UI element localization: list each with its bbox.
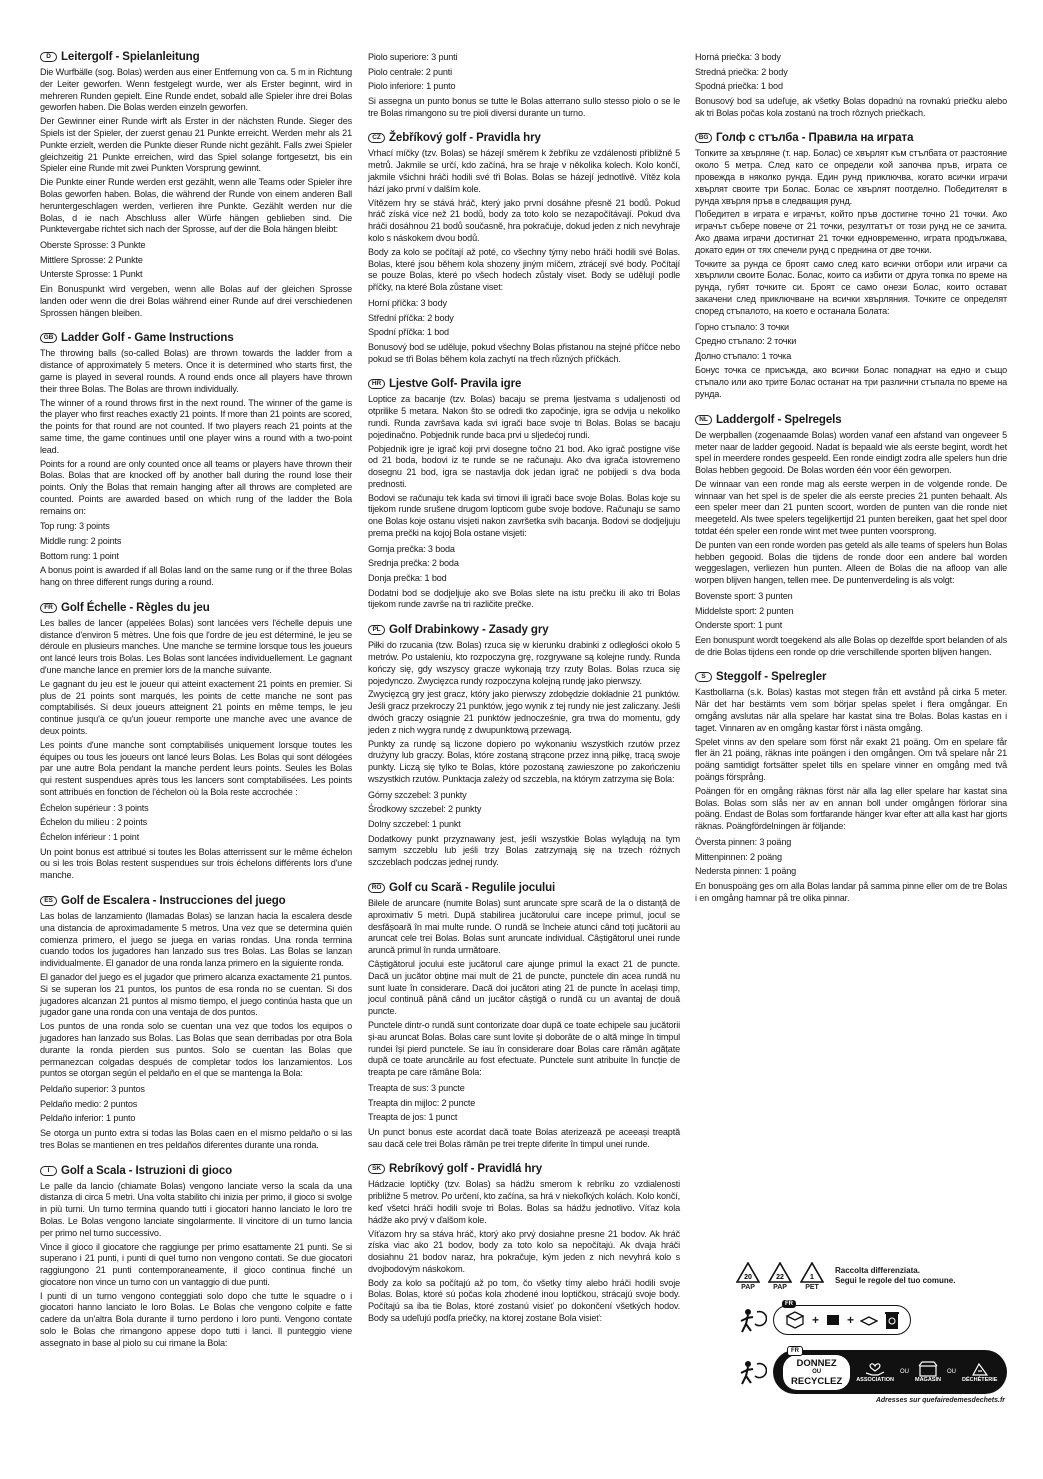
section-heading — [40, 601, 352, 615]
bonus-paragraph: Dodatni bod se dodjeljuje ako sve Bolas slete na istu prečku ili ako tri Bolas tijekom runde završe na tri različite prečke. — [368, 587, 680, 610]
section-heading — [695, 131, 1007, 145]
instruction-section — [368, 881, 680, 1150]
triman-sorting-row — [735, 1301, 1015, 1336]
language-badge: SK — [368, 1164, 385, 1174]
recycle-code-2: 22 PAP — [767, 1262, 793, 1292]
packaging-icon — [784, 1311, 806, 1329]
points-line: Middelste sport: 2 punten — [695, 605, 794, 616]
points-line: Střední příčka: 2 body — [368, 312, 454, 323]
bonus-paragraph: Een bonuspunt wordt toegekend als alle Bolas op dezelfde sport belanden of als de drie Bolas tijdens een ronde op drie verschillende sporten blijven hangen. — [695, 634, 1007, 657]
points-line: Horní příčka: 3 body — [368, 297, 447, 308]
language-badge: HR — [368, 379, 385, 389]
points-line: Środkowy szczebel: 2 punkty — [368, 804, 482, 815]
bonus-paragraph: Бонус точка се присъжда, ако всички Болас попаднат на едно и също стъпало или ако трите Болас останат на три различни стъпала по време на рунда. — [695, 365, 1007, 399]
points-line: Treapta din mijloc: 2 puncte — [368, 1097, 476, 1108]
paragraph: El ganador del juego es el jugador que primero alcanza exactamente 21 puntos. Si se superan los 21 puntos, los puntos de esa ronda no se cuentan. Si dos jugadores alcanzan 21 puntos al mismo tiempo, el juego continúa hasta que un jugador gane una ronda con una ventaja de dos puntos. — [40, 971, 352, 1018]
paragraph: Le gagnant du jeu est le joueur qui atteint exactement 21 points en premier. Si plus de 21 points sont marqués, les points de cette manche ne sont pas comptabilisés. Si deux joueurs atteignent 21 points en même temps, le jeu continue jusqu'à ce qu'un joueur remporte une manche avec une avance de deux points. — [40, 678, 352, 737]
store-icon — [917, 1361, 939, 1377]
language-badge: BG — [695, 133, 712, 143]
points-line: Peldaño superior: 3 puntos — [40, 1084, 145, 1095]
section-title: Golf a Scala - Istruzioni di gioco — [61, 1164, 233, 1177]
recycle-triangle-icon — [736, 1262, 760, 1284]
points-line: Échelon supérieur : 3 points — [40, 802, 149, 813]
column-1 — [40, 50, 352, 1362]
paragraph: The throwing balls (so-called Bolas) are thrown towards the ladder from a distance of approximately 5 meters. Once it is determined who starts first, the game is played in several rounds. A round ends once all players have thrown their three Bolas. The Bolas are thrown individually. — [40, 348, 352, 394]
instruction-section — [368, 1162, 680, 1325]
paragraph: De punten van een ronde worden pas geteld als alle teams of spelers hun Bolas hebben gegooid. Bolas die tijdens de ronde door een andere bal worden weggeslagen, verliezen hun punten. Alleen de Bolas die na afloop van alle worpen blijven hangen, tellen mee. De puntenverdeling is als volgt: — [695, 539, 1007, 586]
points-line: Échelon inférieur : 1 point — [40, 832, 140, 842]
points-line: Onderste sport: 1 punt — [695, 620, 783, 631]
instruction-section — [695, 413, 1007, 659]
section-title: Голф с стълба - Правила на играта — [716, 132, 914, 145]
bonus-paragraph: Un punct bonus este acordat dacă toate Bolas aterizează pe aceeași treaptă sau dacă cele trei Bolas rămân pe trei trepte diferite în timpul unei runde. — [368, 1126, 680, 1149]
recycling-center-icon — [969, 1361, 991, 1377]
points-line: Piolo centrale: 2 punti — [368, 66, 453, 77]
section-title: Golf cu Scară - Regulile jocului — [389, 881, 556, 894]
points-line: Piolo superiore: 3 punti — [368, 52, 458, 62]
paragraph: Loptice za bacanje (tzv. Bolas) bacaju se prema ljestvama s udaljenosti od otprilike 5 metara. Nakon što se odredi tko započinje, igra se odvija u nekoliko rundi. Runda završava kada svi igrači bace svoje tri Bolas. Bolas se bacaju pojedinačno. Pobjednik runde baca prvi u sljedećoj rundi. — [368, 394, 680, 440]
points-line: Bovenste sport: 3 punten — [695, 591, 793, 602]
section-title: Leitergolf - Spielanleitung — [61, 51, 200, 63]
donnez-recyclez-label: DONNEZ OU RECYCLEZ — [783, 1355, 850, 1390]
paragraph: I punti di un turno vengono conteggiati solo dopo che tutte le squadre o i giocatori hanno lanciato le loro Bolas. Le Bolas che vengono colpite e fatte cadere da un'altra Bola durante il turno perdono i loro punti. Vengono contate solo le Bolas che rimangono appese dopo tutti i lanci. Il punteggio viene assegnato in base al piolo su cui rimane la Bola: — [40, 1290, 352, 1348]
section-title: Rebríkový golf - Pravidlá hry — [389, 1163, 543, 1176]
section-heading — [368, 1162, 680, 1176]
section-title: Laddergolf - Spelregels — [716, 413, 842, 426]
points-line: Oberste Sprosse: 3 Punkte — [40, 240, 146, 251]
paragraph: Точките за рунда се броят само след като всички отбори или играчи са хвърлили своите Болас. Болас, които са избити от друга топка по време на рунда, губят точките си. Броят се само онези Болас, които остават закачени след приключване на всички хвърляния. Точките се определят според стъпалото, на което е останала Болата: — [695, 258, 1007, 316]
language-badge: CZ — [368, 133, 385, 143]
bonus-paragraph: Ein Bonuspunkt wird vergeben, wenn alle Bolas auf der gleichen Sprosse landen oder wenn die drei Bolas während einer Runde auf drei verschiedenen Sprossen hängen bleiben. — [40, 283, 352, 318]
triman-icon — [735, 1304, 767, 1336]
points-line: Mittenpinnen: 2 poäng — [695, 851, 782, 862]
points-line: Unterste Sprosse: 1 Punkt — [40, 269, 143, 280]
bonus-paragraph: Si assegna un punto bonus se tutte le Bolas atterrano sullo stesso piolo o se le tre Bolas rimangono su tre pioli diversi durante un turno. — [368, 95, 680, 118]
points-line: Top rung: 3 points — [40, 521, 110, 532]
section-title: Golf de Escalera - Instrucciones del juego — [61, 894, 286, 907]
paragraph: Les points d'une manche sont comptabilisés uniquement lorsque toutes les équipes ou tous les joueurs ont lancé leurs Bolas. Les Bolas qui sont délogées par une autre Bola pendant la manche perdent leurs points. Seules les Bolas qui restent suspendues après tous les lancers sont comptabilisées. Les points sont attribués en fonction de l'échelon où la Bola reste accrochée : — [40, 739, 352, 798]
recycle-code-3: 1 PET — [799, 1262, 825, 1292]
magasin-destination: MAGASIN — [915, 1361, 941, 1383]
points-line: Stredná priečka: 2 body — [695, 66, 788, 77]
sorting-pill: FR + + — [773, 1305, 911, 1335]
section-title: Žebříkový golf - Pravidla hry — [389, 132, 541, 145]
points-line: Översta pinnen: 3 poäng — [695, 837, 792, 847]
plus-icon: + — [812, 1313, 820, 1327]
section-heading — [695, 670, 1007, 684]
section-title: Steggolf - Spelregler — [716, 671, 827, 684]
language-badge: D — [40, 52, 57, 62]
points-line: Bottom rung: 1 point — [40, 550, 119, 561]
section-heading — [368, 623, 680, 637]
points-line: Górny szczebel: 3 punkty — [368, 789, 467, 800]
triman-icon — [735, 1356, 767, 1388]
language-badge: NL — [695, 415, 712, 425]
language-badge: S — [695, 672, 712, 682]
paragraph: Kastbollarna (s.k. Bolas) kastas mot stegen från ett avstånd på cirka 5 meter. När det har bestämts vem som börjar spelas spelet i flera omgångar. En omgång avslutas när alla spelare har kastat sina tre Bolas. Bolas kastas en i taget. Vinnaren av en omgång kastar först i nästa omgång. — [695, 687, 1007, 733]
section-title: Golf Drabinkowy - Zasady gry — [389, 624, 549, 637]
points-line: Échelon du milieu : 2 points — [40, 817, 148, 828]
points-line: Горно стъпало: 3 точки — [695, 321, 789, 332]
points-line: Nedersta pinnen: 1 poäng — [695, 866, 797, 877]
paragraph: Der Gewinner einer Runde wirft als Erster in der nächsten Runde. Sieger des Spiels ist der Spieler, der zuerst genau 21 Punkte erreicht. Werden mehr als 21 Punkte erzielt, werden die Punkte dieser Runde nicht gezählt. Falls zwei Spieler gleichzeitig 21 Punkte erreichen, wird das Spiel solange fortgesetzt, bis ein Spieler eine Runde mit zwei Punkten Vorsprung gewinnt. — [40, 116, 352, 174]
points-line: Dolny szczebel: 1 punkt — [368, 819, 461, 829]
language-badge: GB — [40, 333, 57, 343]
paragraph: Points for a round are only counted once all teams or players have thrown their Bolas. Bolas that are knocked off by another ball during the round lose their points. Only the Bolas that remain hanging after all throws are completed are counted. Points are awarded based on which rung of the ladder the Bola remains on: — [40, 458, 352, 516]
paragraph: Победител в играта е играчът, който пръв достигне точно 21 точки. Ако играчът събере повече от 21 точки, резултатът от този рунд не се зачита. Ако двама играчи достигнат 21 точки едновременно, играта продължава, докато един от тях спечели рунд с преднина от две точки. — [695, 209, 1007, 255]
recycle-triangle-icon — [768, 1262, 792, 1284]
language-badge: I — [40, 1166, 57, 1176]
section-heading — [40, 50, 352, 64]
section-title: Ljestve Golf- Pravila igre — [389, 378, 522, 391]
paragraph: Punctele dintr-o rundă sunt contorizate doar după ce toate echipele sau jucătorii și-au aruncat Bolas. Bolas care sunt lovite și doborâte de o altă minge în timpul rundei își pierd punctele. Se iau în considerare doar Bolas care rămân agățate după ce toate aruncările au fost efectuate. Punctele sunt atribuite în funcție de treapta pe care rămâne Bola: — [368, 1019, 680, 1078]
column-3 — [695, 50, 1007, 916]
points-line: Treapta de sus: 3 puncte — [368, 1082, 465, 1093]
section-heading — [40, 894, 352, 908]
bonus-paragraph: En bonuspoäng ges om alla Bolas landar på samma pinne eller om de tre Bolas i en omgång hamnar på tre olika pinnar. — [695, 880, 1007, 903]
language-badge: PL — [368, 625, 385, 635]
points-line: Middle rung: 2 points — [40, 536, 122, 547]
paragraph: The winner of a round throws first in the next round. The winner of the game is the player who first reaches exactly 21 points. If more than 21 points are scored, the points for that round are not counted. If two players reach 21 points at the same time, the game continues until one player wins a round with a two-point lead. — [40, 397, 352, 455]
instruction-section — [40, 331, 352, 589]
paragraph: Las bolas de lanzamiento (llamadas Bolas) se lanzan hacia la escalera desde una distancia de aproximadamente 5 metros. Una vez que se determina quién comienza primero, el juego se juega en varias rondas. Una ronda termina cuando todos los jugadores han lanzado sus tres Bolas. Las Bolas se lanzan individualmente. El ganador de una ronda lanza primero en la siguiente ronda. — [40, 910, 352, 969]
recycle-code-1: 20 PAP — [735, 1262, 761, 1292]
points-line: Horná priečka: 3 body — [695, 52, 781, 62]
paragraph: Câștigătorul jocului este jucătorul care ajunge primul la exact 21 de puncte. Dacă un jucător obține mai mult de 21 de puncte, punctele din acea rundă nu sunt luate în considerare. Dacă doi jucători ating 21 de puncte în același timp, jocul continuă până când un jucător câștigă o rundă cu un avantaj de două puncte. — [368, 958, 680, 1017]
paragraph: Spelet vinns av den spelare som först når exakt 21 poäng. Om en spelare får fler än 21 poäng, räknas inte poängen i den omgången. Om två spelare når 21 poäng samtidigt fortsätter spelet tills en spelare vinner en omgång med två poängs försprång. — [695, 736, 1007, 783]
points-line: Долно стъпало: 1 точка — [695, 350, 792, 361]
points-line: Spodná priečka: 1 bod — [695, 81, 783, 92]
paragraph: Víťazom hry sa stáva hráč, ktorý ako prvý dosiahne presne 21 bodov. Ak hráč získa viac ako 21 bodov, body za toto kolo sa nepočítajú. Ak dvaja hráči dosiahnu 21 bodov naraz, hra pokračuje, kým jeden z nich nevyhrá kolo s dvojbodovým náskokom. — [368, 1228, 680, 1274]
instruction-section — [368, 377, 680, 611]
paragraph: Zwycięzcą gry jest gracz, który jako pierwszy zdobędzie dokładnie 21 punktów. Jeśli gracz przekroczy 21 punktów, jego wynik z tej rundy nie jest zaliczany. Jeśli dwóch graczy osiągnie 21 punktów jednocześnie, gra trwa do momentu, gdy jeden z nich wygra rundę z dwupunktową przewagą. — [368, 689, 680, 735]
paragraph: Die Punkte einer Runde werden erst gezählt, wenn alle Teams oder Spieler ihre Bolas geworfen haben. Bolas, die während der Runde von einem anderen Ball heruntergeschlagen werden, verlieren ihre Punkte. Gezählt werden nur die Bolas, d ie nach Abschluss aller Würfe hängen geblieben sind. Die Punktevergabe richtet sich nach der Sprosse, auf der die Bola hängen bleibt: — [40, 177, 352, 235]
paragraph: De winnaar van een ronde mag als eerste werpen in de volgende ronde. De winnaar van het spel is de speler die als eerste precies 21 punten behaalt. Als een speler meer dan 21 punten scoort, worden de punten van die ronde niet meegeteld. Als twee spelers tegelijkertijd 21 punten bereiken, gaat het spel door totdat één speler een ronde wint met twee punten voorsprong. — [695, 478, 1007, 537]
paragraph: Die Wurfbälle (sog. Bolas) werden aus einer Entfernung von ca. 5 m in Richtung der Leiter geworfen. Wenn festgelegt wurde, wer als Erster beginnt, wird in mehreren Runden gepielt. Eine Runde endet, sobald alle Spieler ihre drei Bolas geworfen haben. Die Bolas werden einzeln geworfen. — [40, 67, 352, 113]
points-line: Spodní příčka: 1 bod — [368, 327, 449, 338]
paragraph: Hádzacie loptičky (tzv. Bolas) sa hádžu smerom k rebríku zo vzdialenosti približne 5 metrov. Po určení, kto začína, sa hrá v niekoľkých kolách. Kolo končí, keď všetci hráči hodili svoje tri Bolas. Bolas sa hádžu jednotlivo. Víťaz kola hádže ako prvý v ďalšom kole. — [368, 1179, 680, 1225]
bonus-paragraph: A bonus point is awarded if all Bolas land on the same rung or if the three Bolas hang on three different rungs during a round. — [40, 565, 352, 588]
points-line: Средно стъпало: 2 точки — [695, 336, 797, 347]
language-badge: RO — [368, 883, 385, 893]
paragraph: Vince il gioco il giocatore che raggiunge per primo esattamente 21 punti. Se si superano i 21 punti, i punti di quel turno non vengono contati. Se due giocatori raggiungono 21 punti contemporaneamente, il gioco continua finché un giocatore non vince un turno con un vantaggio di due punti. — [40, 1241, 352, 1287]
column-2 — [368, 50, 680, 1337]
hands-heart-icon — [864, 1361, 886, 1377]
recycle-triangle-icon — [800, 1262, 824, 1284]
paragraph: Pobjednik igre je igrač koji prvi dosegne točno 21 bod. Ako igrač postigne više od 21 boda, bodovi iz te runde se ne računaju. Ako dva igrača istovremeno dosegnu 21 bod, igra se nastavlja dok jedan igrač ne pobijedi s dva boda prednosti. — [368, 443, 680, 489]
paragraph: De werpballen (zogenaamde Bolas) worden vanaf een afstand van ongeveer 5 meter naar de ladder gegooid. Nadat is bepaald wie als eerste begint, wordt het spel in meerdere rondes gespeeld. Een ronde eindigt zodra alle spelers hun drie Bolas hebben gegooid. De Bolas worden één voor één geworpen. — [695, 429, 1007, 476]
paragraph: Body za kolo sa počítajú až po tom, čo všetky tímy alebo hráči hodili svoje Bolas. Bolas, ktoré sú počas kola zhodené inou loptičkou, strácajú svoje body. Počítajú sa iba tie Bolas, ktoré zostanú visieť po dokončení všetkých hodov. Body sa udeľujú podľa priečky, na ktorej zostane Bola visieť: — [368, 1277, 680, 1324]
paragraph: Piłki do rzucania (tzw. Bolas) rzuca się w kierunku drabinki z odległości około 5 metrów. Po ustaleniu, kto rozpoczyna grę, rozgrywane są kolejne rundy. Runda kończy się, gdy wszyscy gracze wykonają trzy rzuty Bolas. Bolas rzuca się pojedynczo. Zwycięzca rundy rozpoczyna kolejną rundę jako pierwszy. — [368, 640, 680, 686]
instruction-section — [695, 670, 1007, 904]
paragraph: Punkty za rundę są liczone dopiero po wykonaniu wszystkich rzutów przez drużyny lub graczy. Bolas, które zostaną strącone przez inną piłkę, tracą swoje punkty. Liczą się tylko te Bolas, które pozostaną zawieszone po zakończeniu wszystkich rzutów. Punktacja zależy od szczebla, na którym zatrzyma się Bola: — [368, 738, 680, 785]
language-badge: ES — [40, 896, 57, 906]
box-icon — [860, 1312, 878, 1328]
section-heading — [40, 1164, 352, 1178]
instruction-section — [368, 623, 680, 869]
points-line: Peldaño inferior: 1 punto — [40, 1113, 136, 1124]
paragraph: Le palle da lancio (chiamate Bolas) vengono lanciate verso la scala da una distanza di circa 5 metri. Una volta stabilito chi inizia per primo, il gioco si svolge in più turni. Un turno termina quando tutti i giocatori hanno lanciato le loro tre Bolas. Le Bolas vengono lanciate singolarmente. Il vincitore di un turno lancia per primo nel turno successivo. — [40, 1180, 352, 1238]
paragraph: Les balles de lancer (appelées Bolas) sont lancées vers l'échelle depuis une distance d'environ 5 mètres. Une fois que l'ordre de jeu est déterminé, le jeu se déroule en plusieurs manches. Une manche se termine lorsque tous les joueurs ont lancé leurs trois Bolas. Les Bolas sont lancées individuellement. Le gagnant d'une manche lance en premier lors de la manche suivante. — [40, 617, 352, 676]
bonus-paragraph: Bonusový bod sa udeľuje, ak všetky Bolas dopadnú na rovnakú priečku alebo ak tri Bolas počas kola zostanú na troch rôznych priečkach. — [695, 95, 1007, 118]
paragraph: Vrhací míčky (tzv. Bolas) se házejí směrem k žebříku ze vzdálenosti přibližně 5 metrů. Jakmile se určí, kdo začíná, hra se hraje v několika kolech. Kolo končí, jakmile všichni hráči hodili své tři Bolas. Bolas se házejí jednotlivě. Vítěz kola hází jako první v dalším kole. — [368, 148, 680, 194]
paragraph: Vítězem hry se stává hráč, který jako první dosáhne přesně 21 bodů. Pokud hráč získá více než 21 bodů, body za toto kolo se nezapočítávají. Pokud dva hráči dosáhnou 21 bodů současně, hra pokračuje, dokud jeden z nich nevyhraje kolo s náskokem dvou bodů. — [368, 197, 680, 243]
section-heading — [368, 377, 680, 391]
plus-icon: + — [847, 1313, 855, 1327]
section-heading — [368, 881, 680, 895]
instruction-section — [40, 601, 352, 882]
paragraph: Bodovi se računaju tek kada svi timovi ili igrači bace svoje Bolas. Bolas koje su tijekom runde srušene drugom lopticom gube svoje bodove. Računaju se samo one Bolas koje ostanu visjeti nakon završetka svih bacanja. Bodovi se dodjeljuju prema prečki na kojoj Bola ostane visjeti: — [368, 492, 680, 539]
paragraph: Los puntos de una ronda solo se cuentan una vez que todos los equipos o jugadores han lanzado sus Bolas. Las Bolas que sean derribadas por otra Bola durante la ronda pierden sus puntos. Solo se cuentan las Bolas que permanezcan colgadas después de completar todos los lanzamientos. Los puntos se otorgan según el peldaño en el que se mantenga la Bola: — [40, 1021, 352, 1079]
instruction-section — [368, 50, 680, 119]
svg-text:20: 20 — [744, 1274, 752, 1281]
svg-text:22: 22 — [776, 1274, 784, 1281]
points-line: Piolo inferiore: 1 punto — [368, 81, 456, 92]
donnez-recyclez-pill: FR DONNEZ OU RECYCLEZ ASSOCIATION OU MAGASIN OU DÉCHÈTERIE — [773, 1350, 1007, 1394]
instruction-section — [40, 1164, 352, 1350]
section-heading — [695, 413, 1007, 427]
raccolta-note: Raccolta differenziata. Segui le regole del tuo comune. — [835, 1266, 956, 1285]
points-line: Donja prečka: 1 bod — [368, 573, 447, 584]
recycling-info — [735, 1262, 1015, 1404]
bonus-paragraph: Se otorga un punto extra si todas las Bolas caen en el mismo peldaño o si las tres Bolas se mantienen en tres peldaños diferentes durante una ronda. — [40, 1127, 352, 1150]
recycling-codes — [735, 1262, 1015, 1292]
section-title: Golf Échelle - Règles du jeu — [61, 601, 210, 614]
instruction-section — [695, 50, 1007, 119]
section-title: Ladder Golf - Game Instructions — [61, 332, 234, 345]
decheterie-destination: DÉCHÈTERIE — [962, 1361, 997, 1383]
points-line: Srednja prečka: 2 boda — [368, 558, 459, 569]
paragraph: Body za kolo se počítají až poté, co všechny týmy nebo hráči hodili své Bolas. Bolas, které jsou během kola shozeny jiným míčem, ztrácejí své body. Počítají se pouze Bolas, které po všech hodech zůstaly viset. Body se udělují podle příčky, na které Bola zůstane viset: — [368, 246, 680, 293]
recycling-url: Adresses sur quefairedemesdechets.fr — [875, 1397, 1005, 1404]
paragraph: Топките за хвърляне (т. нар. Болас) се хвърлят към стълбата от разстояние около 5 метра. След като се определи кой започва пръв, играта се провежда в няколко рунда. Един рунд приключва, когато всички играчи хвърлят своите три Болас. Болас се хвърлят поотделно. Победителят в рунда хвърля пръв в следващия рунд. — [695, 148, 1007, 206]
bonus-paragraph: Dodatkowy punkt przyznawany jest, jeśli wszystkie Bolas wylądują na tym samym szczeblu lub jeśli trzy Bolas zatrzymają się na trzech różnych szczeblach podczas jednej rundy. — [368, 833, 680, 868]
bonus-paragraph: Un point bonus est attribué si toutes les Bolas atterrissent sur le même échelon ou si les trois Bolas restent suspendues sur trois échelons différents lors d'une manche. — [40, 846, 352, 881]
svg-text:1: 1 — [810, 1274, 814, 1281]
association-destination: ASSOCIATION — [856, 1361, 894, 1383]
instruction-section — [695, 131, 1007, 400]
points-line: Peldaño medio: 2 puntos — [40, 1098, 138, 1109]
paragraph: Poängen för en omgång räknas först när alla lag eller spelare har kastat sina Bolas. Bolas som slås ner av en annan boll under omgången förlorar sina poäng. Endast de Bolas som fortfarande hänger kvar efter att alla kast har gjorts räknas. Poängfördelningen är följande: — [695, 785, 1007, 832]
instruction-section — [368, 131, 680, 365]
points-line: Gornja prečka: 3 boda — [368, 543, 455, 554]
points-line: Treapta de jos: 1 punct — [368, 1112, 458, 1123]
language-badge: FR — [40, 603, 57, 613]
section-heading — [368, 131, 680, 145]
bonus-paragraph: Bonusový bod se uděluje, pokud všechny Bolas přistanou na stejné příčce nebo pokud se tři Bolas během kola zachytí na třech různých příčkách. — [368, 341, 680, 364]
paper-icon — [825, 1312, 841, 1328]
paragraph: Bilele de aruncare (numite Bolas) sunt aruncate spre scară de la o distanță de aproximativ 5 metri. După stabilirea jucătorului care incepe primul, jocul se desfășoară în mai multe runde. O rundă se încheie atunci când toți jucătorii au aruncat cele trei Bolas. Bolas sunt aruncate individual. Câștigătorul unei runde aruncă primul în runda următoare. — [368, 897, 680, 956]
bin-icon — [884, 1310, 900, 1330]
instruction-section — [40, 50, 352, 319]
section-heading — [40, 331, 352, 345]
donnez-recyclez-row — [735, 1350, 1015, 1394]
points-line: Mittlere Sprosse: 2 Punkte — [40, 254, 143, 265]
instruction-section — [40, 894, 352, 1152]
